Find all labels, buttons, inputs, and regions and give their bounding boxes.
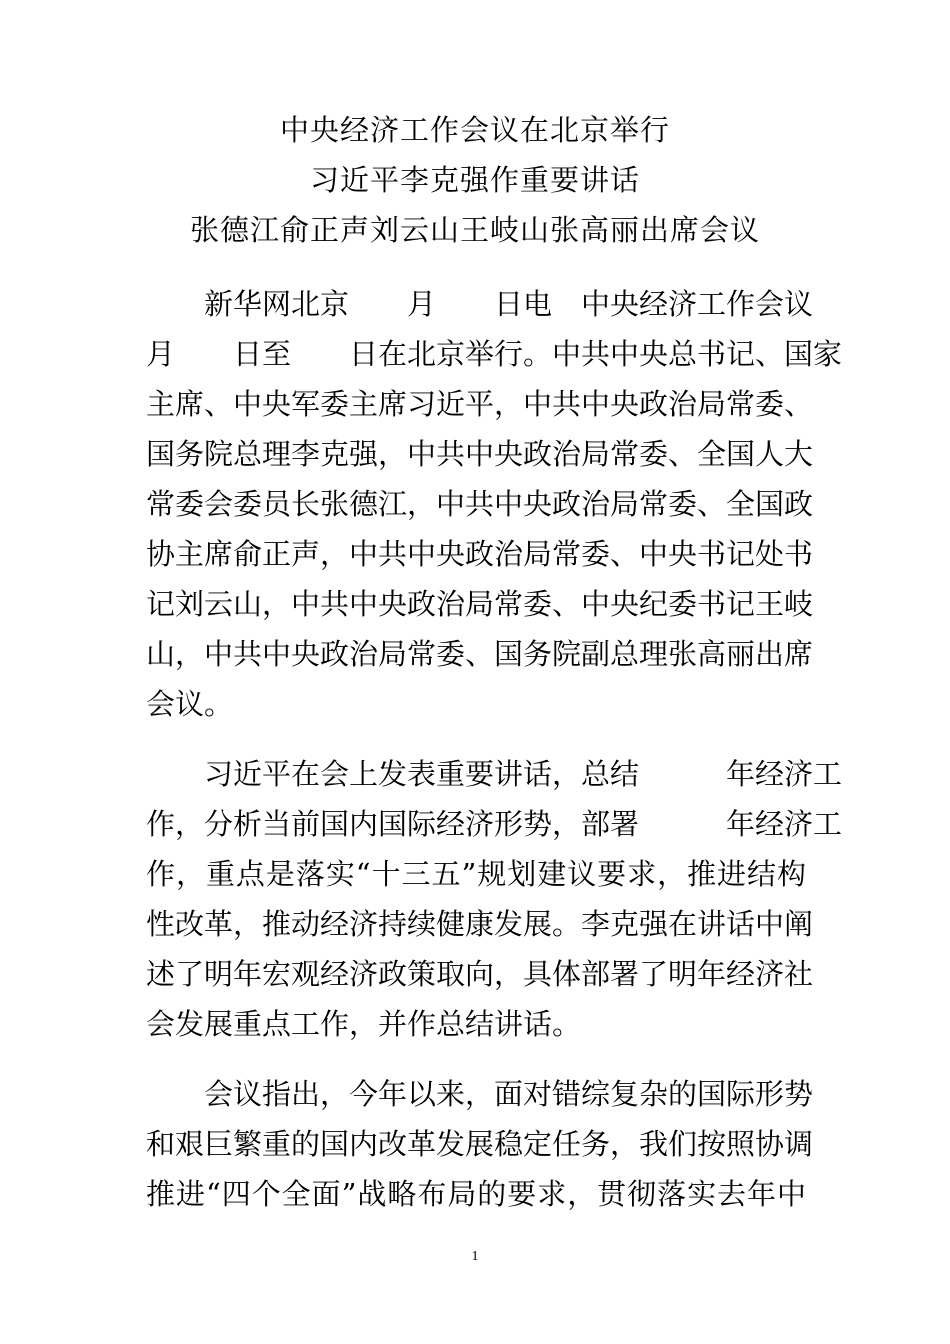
paragraph-line: 和艰巨繁重的国内改革发展稳定任务，我们按照协调: [146, 1127, 814, 1161]
paragraph-line: 推进“四个全面”战略布局的要求，贯彻落实去年中: [146, 1177, 806, 1211]
paragraph-line: 国务院总理李克强，中共中央政治局常委、全国人大: [146, 437, 814, 471]
paragraph-line: 作，重点是落实“十三五”规划建议要求，推进结构: [146, 857, 806, 891]
paragraph-line: 主席、中央军委主席习近平，中共中央政治局常委、: [146, 387, 814, 421]
paragraph-line: 性改革，推动经济持续健康发展。李克强在讲话中阐: [146, 907, 814, 941]
paragraph-line: 记刘云山，中共中央政治局常委、中央纪委书记王岐: [146, 587, 814, 621]
paragraph-line: 习近平在会上发表重要讲话，总结 年经济工: [204, 757, 843, 791]
paragraph-line: 协主席俞正声，中共中央政治局常委、中央书记处书: [146, 537, 814, 571]
page-number: 1: [471, 1249, 479, 1264]
title-line-2: 习近平李克强作重要讲话: [309, 163, 640, 197]
paragraph-line: 月 日至 日在北京举行。中共中央总书记、国家: [146, 337, 843, 371]
paragraph-line: 会议指出，今年以来，面对错综复杂的国际形势: [204, 1077, 814, 1111]
title-line-1: 中央经济工作会议在北京举行: [279, 113, 670, 147]
paragraph-line: 会议。: [146, 687, 234, 721]
paragraph-line: 常委会委员长张德江，中共中央政治局常委、全国政: [146, 487, 814, 521]
paragraph-line: 作，分析当前国内国际经济形势，部署 年经济工: [146, 807, 843, 841]
paragraph-line: 会发展重点工作，并作总结讲话。: [146, 1007, 582, 1041]
paragraph-line: 新华网北京 月 日电 中央经济工作会议: [204, 287, 814, 321]
paragraph-line: 述了明年宏观经济政策取向，具体部署了明年经济社: [146, 957, 814, 991]
paragraph-line: 山，中共中央政治局常委、国务院副总理张高丽出席: [146, 637, 814, 671]
title-line-3: 张德江俞正声刘云山王岐山张高丽出席会议: [189, 213, 760, 247]
